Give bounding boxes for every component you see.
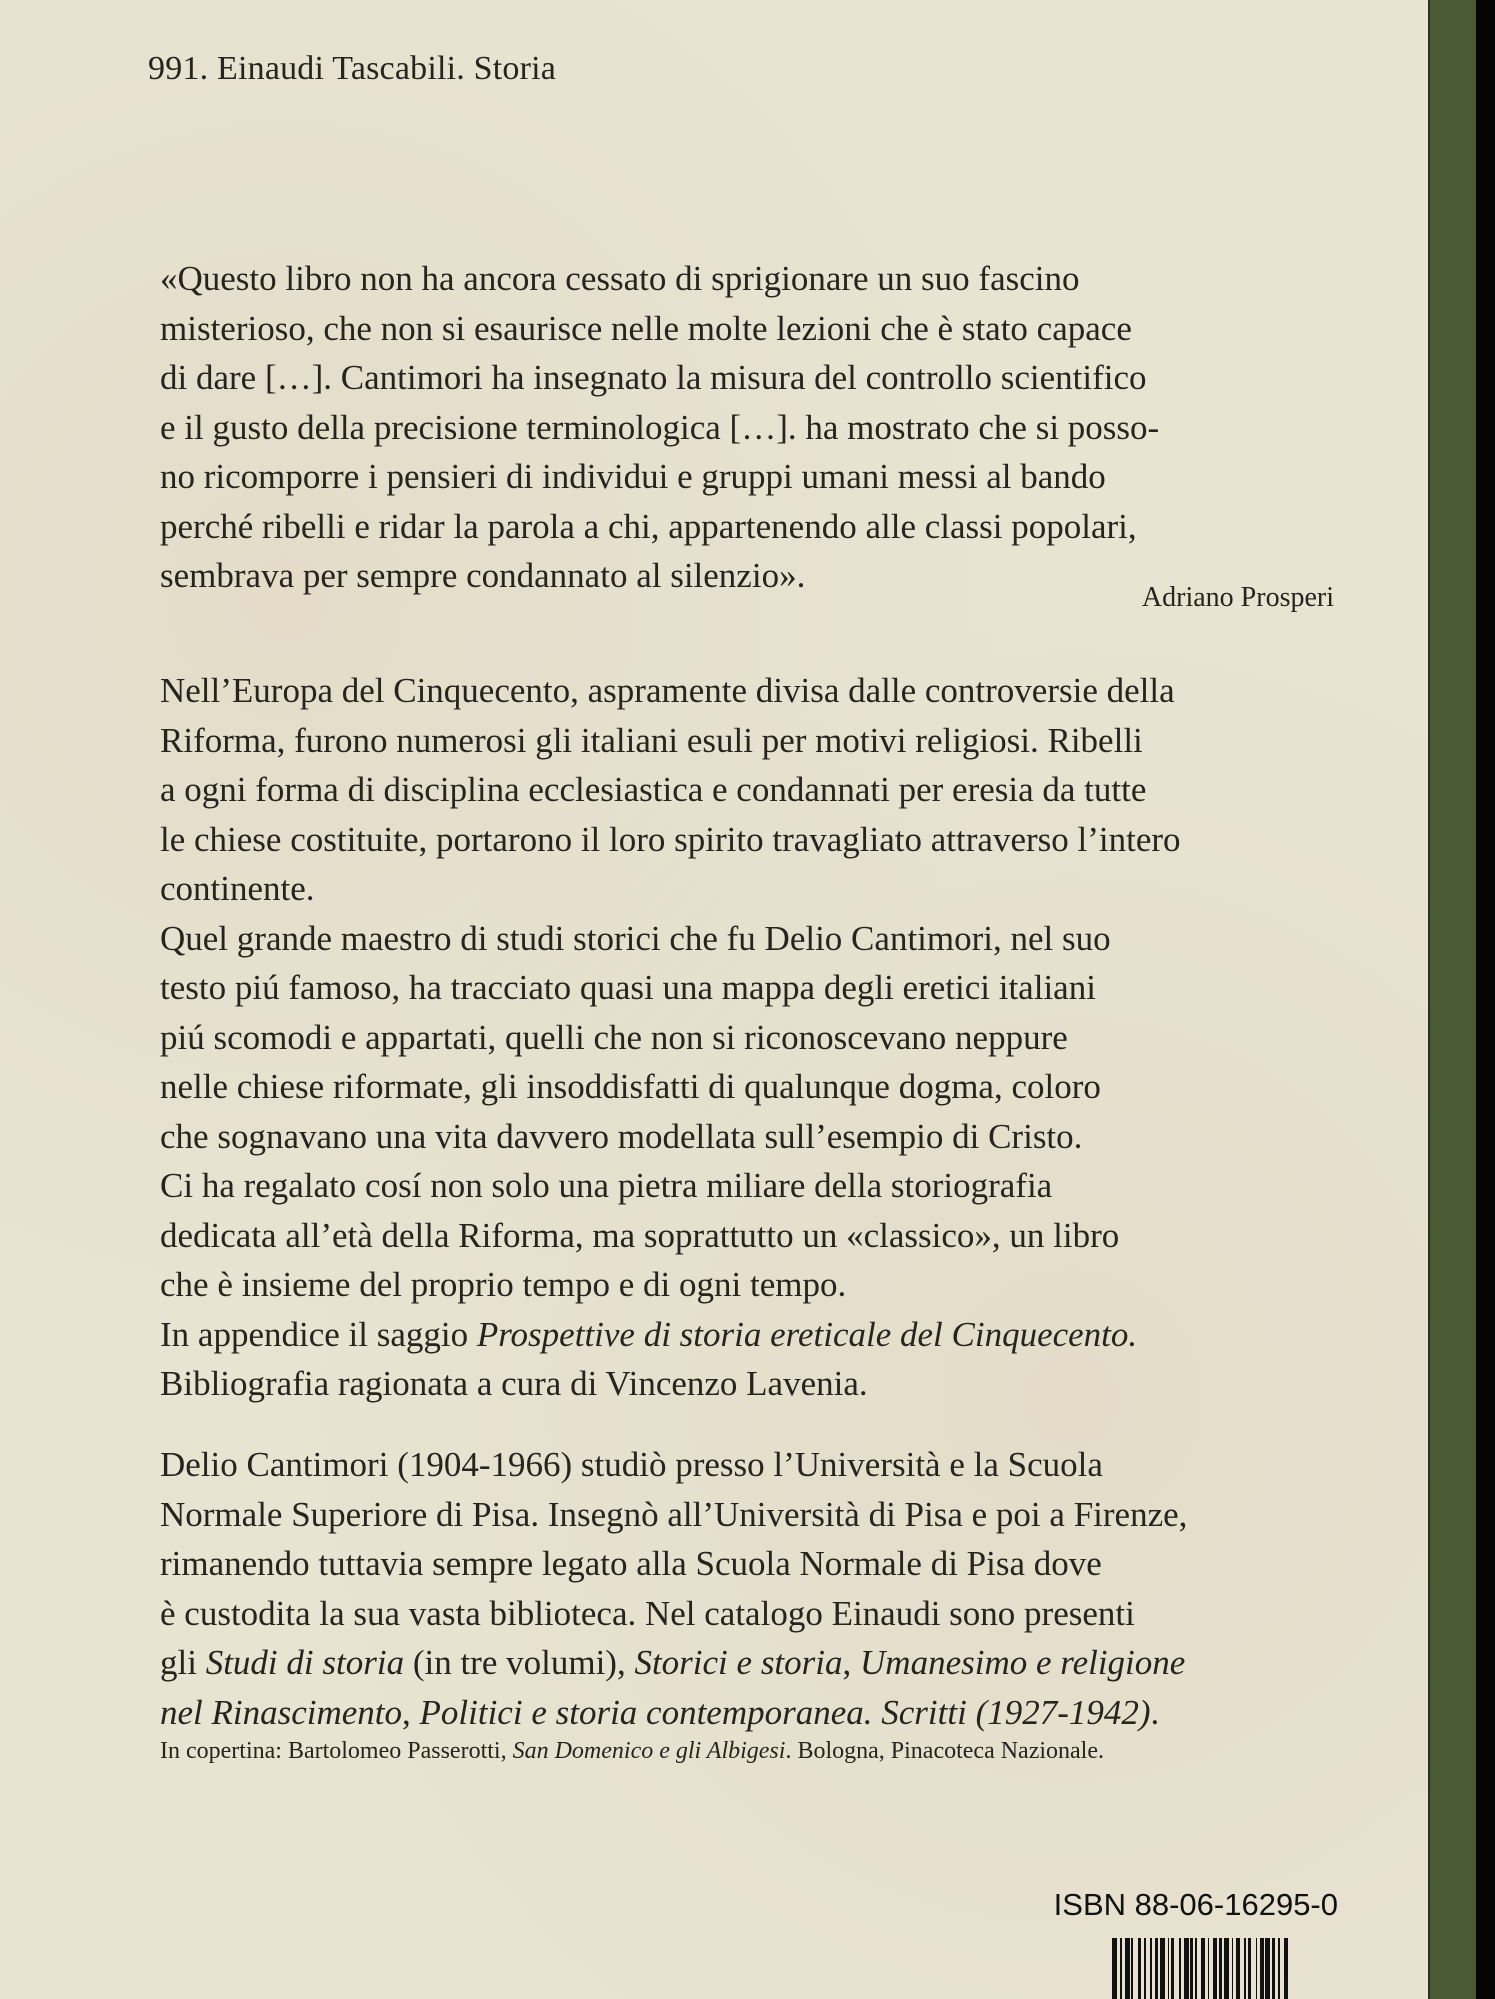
credit-text: In copertina: Bartolomeo Passerotti, bbox=[160, 1738, 513, 1764]
barcode-bar bbox=[1288, 1938, 1290, 1999]
isbn-label: ISBN 88-06-16295-0 bbox=[1053, 1887, 1338, 1922]
description-line: nelle chiese riformate, gli insoddisfatti di qualunque dogma, coloro bbox=[160, 1067, 1101, 1106]
bibliography-line: Bibliografia ragionata a cura di Vincenzo Lavenia. bbox=[160, 1364, 868, 1403]
credit-artwork-title: San Domenico e gli Albigesi bbox=[512, 1738, 786, 1764]
quote-line: «Questo libro non ha ancora cessato di sprigionare un suo fascino bbox=[160, 259, 1080, 298]
bio-work-title: nel Rinascimento bbox=[160, 1692, 403, 1732]
description-line: Quel grande maestro di studi storici che fu Delio Cantimori, nel suo bbox=[160, 918, 1111, 958]
series-title: 991. Einaudi Tascabili. Storia bbox=[148, 50, 557, 87]
cover-credit bbox=[160, 1738, 1104, 1765]
appendix-line bbox=[160, 1310, 1400, 1360]
quote-line: perché ribelli e ridar la parola a chi, appartenendo alle classi popolari, bbox=[160, 506, 1137, 546]
bio-text: . bbox=[1150, 1692, 1160, 1732]
quote-line: e il gusto della precisione terminologica […]. ha mostrato che si posso- bbox=[160, 407, 1160, 447]
bio-line bbox=[160, 1688, 1400, 1738]
description-line: a ogni forma di disciplina ecclesiastica e condannati per eresia da tutte bbox=[160, 770, 1147, 809]
quote-author: Adriano Prosperi bbox=[1141, 582, 1334, 613]
bio-line: Delio Cantimori (1904-1966) studiò presso l’Università e la Scuola bbox=[160, 1445, 1103, 1484]
description-line: che è insieme del proprio tempo e di ogni tempo. bbox=[160, 1265, 847, 1304]
bio-work-title: Politici e storia contemporanea. Scritti (1927-1942) bbox=[419, 1692, 1151, 1732]
author-bio-block bbox=[160, 1440, 1400, 1737]
scan-border bbox=[1476, 0, 1495, 1999]
description-line: testo piú famoso, ha tracciato quasi una mappa degli eretici italiani bbox=[160, 968, 1096, 1007]
bio-line: Normale Superiore di Pisa. Insegnò all’Università di Pisa e poi a Firenze, bbox=[160, 1494, 1188, 1534]
description-line: continente. bbox=[160, 869, 315, 908]
description-line: Ci ha regalato cosí non solo una pietra miliare della storiografia bbox=[160, 1166, 1053, 1205]
bio-work-title: Storici e storia bbox=[634, 1643, 843, 1682]
bio-text: gli bbox=[160, 1643, 206, 1682]
appendix-title: Prospettive di storia ereticale del Cinquecento. bbox=[476, 1314, 1138, 1354]
description-line: Riforma, furono numerosi gli italiani esuli per motivi religiosi. Ribelli bbox=[160, 720, 1143, 760]
quote-block bbox=[160, 254, 1400, 601]
bio-line: rimanendo tuttavia sempre legato alla Scuola Normale di Pisa dove bbox=[160, 1544, 1102, 1583]
appendix-prefix: In appendice il saggio bbox=[160, 1314, 477, 1354]
bio-text: , bbox=[842, 1643, 861, 1682]
bio-text: , bbox=[402, 1692, 420, 1732]
description-block bbox=[160, 666, 1400, 1409]
credit-text: . Bologna, Pinacoteca Nazionale. bbox=[785, 1738, 1105, 1764]
description-line: le chiese costituite, portarono il loro spirito travagliato attraverso l’intero bbox=[160, 819, 1181, 859]
quote-line: di dare […]. Cantimori ha insegnato la misura del controllo scientifico bbox=[160, 358, 1147, 397]
quote-line: sembrava per sempre condannato al silenzio». bbox=[160, 556, 806, 595]
spine-edge bbox=[1428, 0, 1478, 1999]
bio-line: è custodita la sua vasta biblioteca. Nel catalogo Einaudi sono presenti bbox=[160, 1593, 1135, 1633]
quote-line: no ricomporre i pensieri di individui e gruppi umani messi al bando bbox=[160, 457, 1106, 496]
description-line: piú scomodi e appartati, quelli che non si riconoscevano neppure bbox=[160, 1017, 1068, 1057]
description-line: Nell’Europa del Cinquecento, aspramente divisa dalle controversie della bbox=[160, 671, 1175, 710]
bio-work-title: Umanesimo e religione bbox=[860, 1643, 1186, 1682]
bio-line bbox=[160, 1638, 1400, 1688]
bio-text: (in tre volumi), bbox=[404, 1643, 635, 1682]
bio-work-title: Studi di storia bbox=[205, 1643, 405, 1682]
quote-line: misterioso, che non si esaurisce nelle molte lezioni che è stato capace bbox=[160, 308, 1132, 348]
description-line: che sognavano una vita davvero modellata sull’esempio di Cristo. bbox=[160, 1116, 1083, 1156]
description-line: dedicata all’età della Riforma, ma soprattutto un «classico», un libro bbox=[160, 1215, 1120, 1255]
barcode bbox=[1112, 1938, 1382, 1999]
